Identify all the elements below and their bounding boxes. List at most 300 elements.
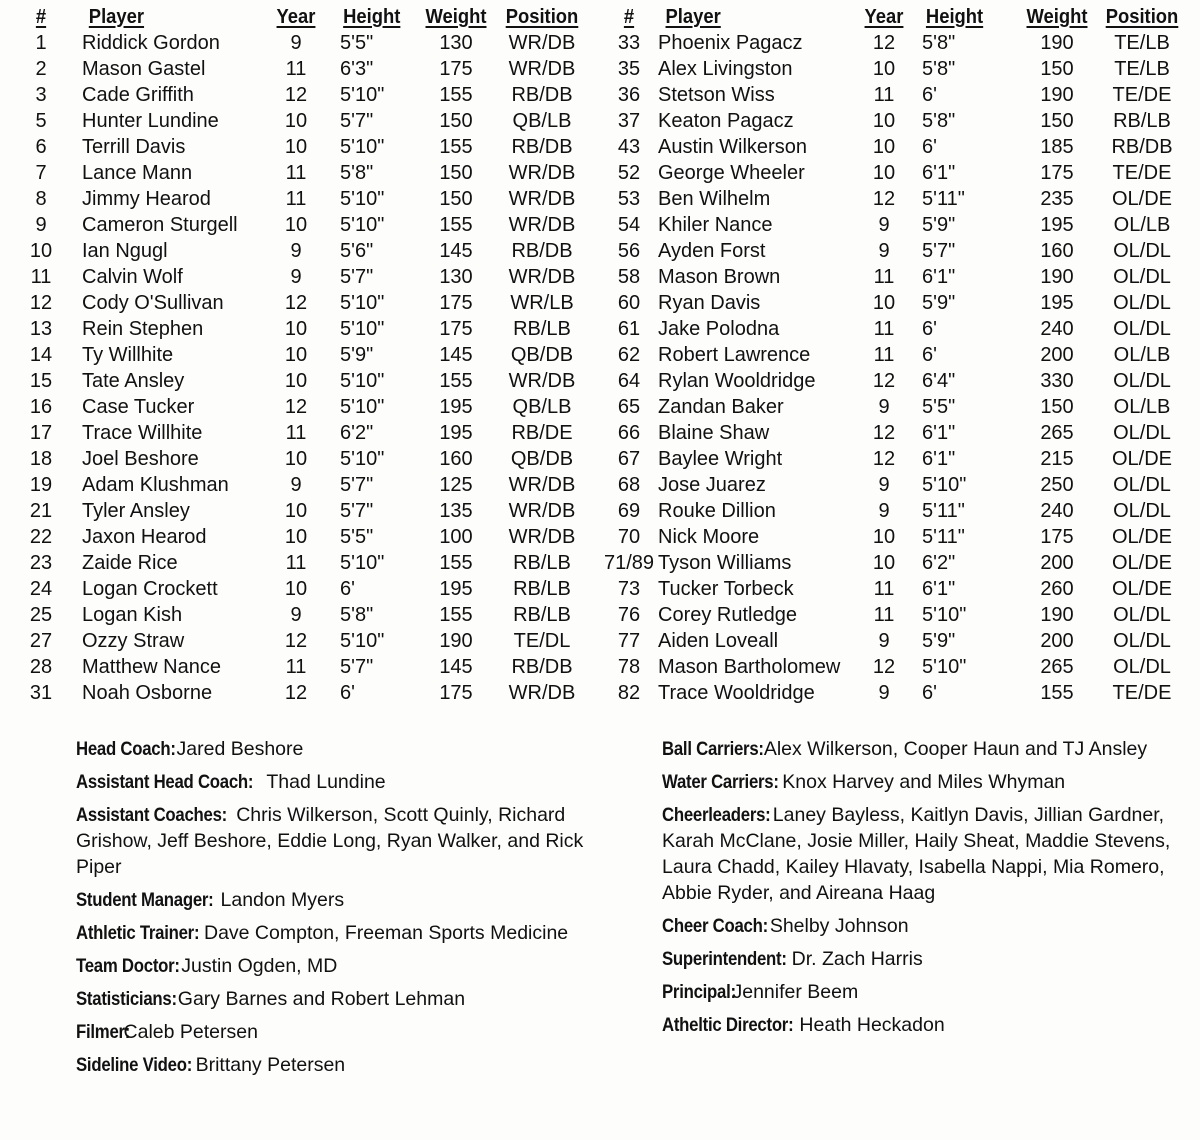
staff-entry	[76, 802, 596, 880]
player-weight: 190	[439, 629, 473, 652]
player-height: 5'7"	[340, 265, 374, 288]
player-name: Robert Lawrence	[658, 343, 811, 366]
player-position: QB/DB	[510, 447, 574, 470]
player-height: 5'10"	[340, 83, 385, 106]
player-number: 5	[35, 109, 47, 132]
player-number: 71/89	[603, 551, 655, 574]
player-weight: 330	[1040, 369, 1074, 392]
player-weight: 125	[439, 473, 473, 496]
player-year: 10	[284, 109, 308, 132]
player-height: 5'6"	[340, 239, 374, 262]
player-number: 62	[617, 343, 641, 366]
staff-entry	[662, 979, 1182, 1005]
player-number: 12	[29, 291, 53, 314]
player-name: Khiler Nance	[658, 213, 773, 236]
player-position: RB/DB	[511, 239, 573, 262]
player-weight: 160	[439, 447, 473, 470]
player-name: Cameron Sturgell	[82, 213, 238, 236]
staff-list-right	[662, 736, 1182, 1045]
table-row	[0, 576, 590, 602]
player-name: Phoenix Pagacz	[658, 31, 803, 54]
player-weight: 155	[1040, 681, 1074, 704]
player-height: 5'9"	[340, 343, 374, 366]
staff-entry	[76, 1052, 596, 1078]
player-height: 5'10"	[922, 603, 967, 626]
player-number: 56	[617, 239, 641, 262]
player-name: Corey Rutledge	[658, 603, 797, 626]
player-number: 19	[29, 473, 53, 496]
table-row	[0, 628, 590, 654]
player-name: Keaton Pagacz	[658, 109, 794, 132]
player-year: 9	[290, 603, 302, 626]
table-row	[0, 446, 590, 472]
staff-entry	[76, 1019, 596, 1045]
player-year: 10	[872, 291, 896, 314]
staff-list-left	[76, 736, 596, 1085]
player-name: Rouke Dillion	[658, 499, 776, 522]
player-name: Aiden Loveall	[658, 629, 779, 652]
header-height: Height	[925, 5, 984, 28]
player-number: 10	[29, 239, 53, 262]
player-number: 65	[617, 395, 641, 418]
player-position: OL/LB	[1113, 213, 1171, 236]
player-number: 61	[617, 317, 641, 340]
player-weight: 150	[439, 161, 473, 184]
player-position: RB/DE	[511, 421, 573, 444]
player-position: OL/DL	[1113, 317, 1171, 340]
player-year: 10	[284, 135, 308, 158]
player-position: WR/DB	[508, 187, 576, 210]
player-position: WR/DB	[508, 213, 576, 236]
player-number: 69	[617, 499, 641, 522]
player-number: 60	[617, 291, 641, 314]
player-height: 6'1"	[922, 161, 956, 184]
player-position: RB/LB	[1113, 109, 1171, 132]
player-position: RB/DB	[511, 83, 573, 106]
player-number: 52	[617, 161, 641, 184]
player-number: 76	[617, 603, 641, 626]
player-number: 33	[617, 31, 641, 54]
player-number: 82	[617, 681, 641, 704]
staff-role: Athletic Trainer:	[76, 922, 200, 944]
player-year: 12	[284, 83, 308, 106]
player-weight: 150	[1040, 109, 1074, 132]
player-number: 25	[29, 603, 53, 626]
player-height: 5'10"	[340, 291, 385, 314]
player-weight: 155	[439, 135, 473, 158]
player-position: RB/LB	[513, 577, 571, 600]
player-position: WR/DB	[508, 499, 576, 522]
player-height: 5'11"	[922, 499, 965, 522]
player-position: OL/DL	[1113, 239, 1171, 262]
player-height: 5'10"	[340, 629, 385, 652]
player-year: 10	[284, 499, 308, 522]
player-name: Tate Ansley	[82, 369, 185, 392]
player-name: Stetson Wiss	[658, 83, 775, 106]
player-year: 9	[878, 499, 890, 522]
table-row	[600, 394, 1190, 420]
table-row	[600, 498, 1190, 524]
player-year: 12	[872, 421, 896, 444]
player-weight: 195	[439, 421, 473, 444]
player-height: 6'	[922, 83, 937, 106]
player-year: 11	[873, 317, 895, 340]
player-height: 6'1"	[922, 447, 956, 470]
player-position: RB/LB	[513, 603, 571, 626]
player-position: OL/LB	[1113, 395, 1171, 418]
player-position: WR/DB	[508, 369, 576, 392]
player-year: 12	[284, 291, 308, 314]
player-name: Terrill Davis	[82, 135, 186, 158]
staff-entry	[76, 986, 596, 1012]
player-height: 6'	[922, 343, 937, 366]
player-year: 10	[872, 109, 896, 132]
player-name: Calvin Wolf	[82, 265, 183, 288]
table-row	[600, 108, 1190, 134]
player-year: 10	[872, 161, 896, 184]
header-year: Year	[276, 5, 316, 28]
player-year: 11	[285, 421, 307, 444]
player-number: 24	[29, 577, 53, 600]
player-height: 5'8"	[340, 603, 374, 626]
staff-names: Brittany Petersen	[195, 1054, 346, 1076]
player-name: Trace Willhite	[82, 421, 203, 444]
player-weight: 190	[1040, 83, 1074, 106]
staff-names: Knox Harvey and Miles Whyman	[782, 771, 1066, 793]
player-height: 5'8"	[340, 161, 374, 184]
staff-names: Alex Wilkerson, Cooper Haun and TJ Ansley	[763, 738, 1148, 760]
player-year: 12	[284, 395, 308, 418]
staff-names: Laney Bayless, Kaitlyn Davis, Jillian Gardner, Karah McClane, Josie Miller, Haily Sheat, Maddie Stevens, Laura Chadd, Kailey Hlavaty, Isabella Nappi, Mia Romero, Abbie Ryder, and Aireana Haag	[662, 804, 1171, 904]
player-position: OL/DE	[1111, 525, 1173, 548]
player-number: 68	[617, 473, 641, 496]
player-number: 17	[29, 421, 53, 444]
player-weight: 240	[1040, 499, 1074, 522]
player-year: 10	[872, 525, 896, 548]
player-height: 6'	[922, 681, 937, 704]
table-row	[0, 186, 590, 212]
table-row	[600, 602, 1190, 628]
player-year: 12	[872, 31, 896, 54]
player-weight: 150	[1040, 395, 1074, 418]
table-row	[0, 264, 590, 290]
player-year: 9	[878, 629, 890, 652]
player-year: 12	[872, 655, 896, 678]
header-weight: Weight	[425, 5, 487, 28]
player-name: Alex Livingston	[658, 57, 793, 80]
player-year: 10	[284, 213, 308, 236]
table-row	[600, 680, 1190, 706]
player-position: RB/DB	[1111, 135, 1173, 158]
player-position: TE/DE	[1112, 161, 1172, 184]
player-number: 7	[35, 161, 47, 184]
staff-role: Head Coach:	[76, 738, 176, 760]
table-row	[600, 82, 1190, 108]
player-number: 23	[29, 551, 53, 574]
staff-role: Water Carriers:	[662, 771, 779, 793]
table-row	[600, 160, 1190, 186]
table-row	[0, 654, 590, 680]
player-year: 9	[878, 681, 890, 704]
player-name: Baylee Wright	[658, 447, 783, 470]
table-row	[0, 602, 590, 628]
player-height: 5'9"	[922, 629, 956, 652]
player-number: 53	[617, 187, 641, 210]
header-position: Position	[1105, 5, 1179, 28]
player-name: Tucker Torbeck	[658, 577, 794, 600]
player-weight: 100	[439, 525, 473, 548]
player-position: QB/LB	[512, 395, 572, 418]
header-number: #	[623, 5, 635, 28]
player-position: RB/LB	[513, 317, 571, 340]
player-year: 9	[878, 395, 890, 418]
header-height: Height	[343, 5, 401, 28]
header-weight: Weight	[1026, 5, 1088, 28]
player-year: 11	[285, 57, 307, 80]
player-position: WR/DB	[508, 525, 576, 548]
staff-entry	[76, 887, 596, 913]
player-weight: 190	[1040, 603, 1074, 626]
player-year: 11	[285, 187, 307, 210]
staff-entry	[76, 736, 596, 762]
player-name: Logan Kish	[82, 603, 183, 626]
player-number: 8	[35, 187, 47, 210]
player-height: 6'	[340, 577, 355, 600]
player-position: OL/DL	[1113, 421, 1171, 444]
staff-role: Cheerleaders:	[662, 804, 771, 826]
player-height: 5'9"	[922, 213, 956, 236]
player-number: 37	[617, 109, 641, 132]
player-year: 9	[290, 31, 302, 54]
player-year: 9	[290, 265, 302, 288]
player-number: 67	[617, 447, 641, 470]
player-number: 31	[29, 681, 53, 704]
table-row	[0, 524, 590, 550]
player-name: Ian Ngugl	[82, 239, 168, 262]
player-position: WR/DB	[508, 161, 576, 184]
staff-role: Assistant Head Coach:	[76, 771, 254, 793]
player-weight: 195	[1040, 213, 1074, 236]
table-row	[600, 238, 1190, 264]
player-height: 5'7"	[340, 109, 374, 132]
player-name: Nick Moore	[658, 525, 760, 548]
player-weight: 175	[439, 681, 473, 704]
player-height: 5'10"	[340, 317, 385, 340]
player-number: 78	[617, 655, 641, 678]
player-height: 5'8"	[922, 57, 956, 80]
player-weight: 155	[439, 369, 473, 392]
player-name: Hunter Lundine	[82, 109, 219, 132]
staff-names: Landon Myers	[220, 889, 345, 911]
player-position: TE/LB	[1114, 57, 1170, 80]
player-position: TE/DL	[513, 629, 571, 652]
player-height: 5'8"	[922, 31, 956, 54]
player-height: 5'7"	[340, 655, 374, 678]
player-height: 6'2"	[340, 421, 374, 444]
player-weight: 150	[439, 109, 473, 132]
player-name: Lance Mann	[82, 161, 193, 184]
player-weight: 160	[1040, 239, 1074, 262]
player-height: 5'8"	[922, 109, 956, 132]
player-position: TE/LB	[1114, 31, 1170, 54]
player-number: 1	[35, 31, 47, 54]
table-row	[0, 238, 590, 264]
player-position: TE/DE	[1112, 681, 1172, 704]
table-row	[600, 290, 1190, 316]
player-year: 10	[284, 369, 308, 392]
player-year: 10	[872, 57, 896, 80]
table-row	[0, 680, 590, 706]
player-weight: 155	[439, 551, 473, 574]
player-weight: 235	[1040, 187, 1074, 210]
player-position: WR/DB	[508, 57, 576, 80]
player-weight: 145	[439, 343, 473, 366]
player-name: Trace Wooldridge	[658, 681, 815, 704]
table-row	[0, 342, 590, 368]
player-height: 5'7"	[340, 499, 374, 522]
table-row	[600, 30, 1190, 56]
player-name: Riddick Gordon	[82, 31, 220, 54]
staff-entry	[662, 913, 1182, 939]
player-year: 11	[873, 83, 895, 106]
table-row	[0, 368, 590, 394]
player-weight: 145	[439, 655, 473, 678]
table-row	[600, 264, 1190, 290]
player-position: WR/DB	[508, 31, 576, 54]
player-weight: 265	[1040, 421, 1074, 444]
player-year: 12	[872, 447, 896, 470]
player-name: Ryan Davis	[658, 291, 761, 314]
table-row	[0, 108, 590, 134]
player-position: OL/DL	[1113, 629, 1171, 652]
staff-role: Team Doctor:	[76, 955, 180, 977]
player-name: Noah Osborne	[82, 681, 213, 704]
table-row	[0, 394, 590, 420]
player-height: 5'11"	[922, 525, 965, 548]
table-row	[0, 30, 590, 56]
player-year: 10	[284, 317, 308, 340]
player-number: 15	[29, 369, 53, 392]
staff-role: Assistant Coaches:	[76, 804, 227, 826]
player-weight: 195	[439, 395, 473, 418]
player-year: 11	[873, 603, 895, 626]
header-year: Year	[864, 5, 904, 28]
player-weight: 200	[1040, 551, 1074, 574]
player-number: 6	[35, 135, 47, 158]
player-number: 64	[617, 369, 641, 392]
player-number: 21	[29, 499, 53, 522]
player-year: 9	[878, 213, 890, 236]
player-name: Cade Griffith	[82, 83, 194, 106]
player-height: 5'10"	[340, 135, 385, 158]
player-name: George Wheeler	[658, 161, 805, 184]
player-height: 5'5"	[340, 525, 374, 548]
staff-entry	[76, 769, 596, 795]
staff-names: Jared Beshore	[176, 738, 304, 760]
player-height: 5'10"	[922, 655, 967, 678]
table-row	[0, 420, 590, 446]
staff-entry	[662, 769, 1182, 795]
table-row	[0, 498, 590, 524]
staff-role: Filmer:	[76, 1021, 131, 1043]
player-weight: 215	[1040, 447, 1074, 470]
staff-entry	[662, 802, 1182, 906]
table-row	[600, 316, 1190, 342]
table-row	[0, 82, 590, 108]
staff-role: Statisticians:	[76, 988, 177, 1010]
player-weight: 175	[1040, 161, 1074, 184]
staff-names: Dave Compton, Freeman Sports Medicine	[203, 922, 569, 944]
player-height: 5'7"	[340, 473, 374, 496]
player-position: RB/LB	[513, 551, 571, 574]
staff-entry	[76, 920, 596, 946]
player-number: 18	[29, 447, 53, 470]
player-position: OL/DE	[1111, 187, 1173, 210]
table-row	[600, 420, 1190, 446]
player-name: Tyson Williams	[658, 551, 792, 574]
player-weight: 130	[439, 31, 473, 54]
player-name: Jimmy Hearod	[82, 187, 211, 210]
player-year: 12	[872, 369, 896, 392]
roster-header-row	[0, 4, 590, 30]
player-number: 28	[29, 655, 53, 678]
player-weight: 190	[1040, 31, 1074, 54]
player-name: Adam Klushman	[82, 473, 229, 496]
player-height: 6'2"	[922, 551, 956, 574]
player-name: Rylan Wooldridge	[658, 369, 816, 392]
player-position: RB/DB	[511, 135, 573, 158]
header-player: Player	[88, 5, 145, 28]
staff-role: Principal:	[662, 981, 736, 1003]
player-height: 5'10"	[340, 369, 385, 392]
player-number: 77	[617, 629, 641, 652]
player-position: TE/DE	[1112, 83, 1172, 106]
player-position: OL/DL	[1113, 603, 1171, 626]
player-position: OL/DL	[1113, 499, 1171, 522]
player-name: Ayden Forst	[658, 239, 766, 262]
player-year: 9	[290, 239, 302, 262]
player-height: 6'1"	[922, 577, 956, 600]
player-weight: 200	[1040, 629, 1074, 652]
player-weight: 260	[1040, 577, 1074, 600]
player-name: Joel Beshore	[82, 447, 199, 470]
staff-role: Atheltic Director:	[662, 1014, 794, 1036]
player-height: 5'10"	[340, 395, 385, 418]
staff-entry	[662, 946, 1182, 972]
player-weight: 175	[439, 57, 473, 80]
player-name: Mason Brown	[658, 265, 781, 288]
table-row	[0, 134, 590, 160]
player-position: OL/DL	[1113, 369, 1171, 392]
player-number: 66	[617, 421, 641, 444]
player-number: 2	[35, 57, 47, 80]
player-year: 10	[284, 447, 308, 470]
table-row	[600, 628, 1190, 654]
player-name: Mason Bartholomew	[658, 655, 841, 678]
table-row	[600, 654, 1190, 680]
player-position: QB/DB	[510, 343, 574, 366]
player-number: 27	[29, 629, 53, 652]
player-weight: 150	[439, 187, 473, 210]
player-year: 12	[872, 187, 896, 210]
staff-names: Gary Barnes and Robert Lehman	[177, 988, 466, 1010]
header-player: Player	[665, 5, 721, 28]
player-name: Jose Juarez	[658, 473, 766, 496]
roster-header-row	[600, 4, 1190, 30]
table-row	[0, 290, 590, 316]
staff-entry	[76, 953, 596, 979]
staff-role: Sideline Video:	[76, 1054, 193, 1076]
